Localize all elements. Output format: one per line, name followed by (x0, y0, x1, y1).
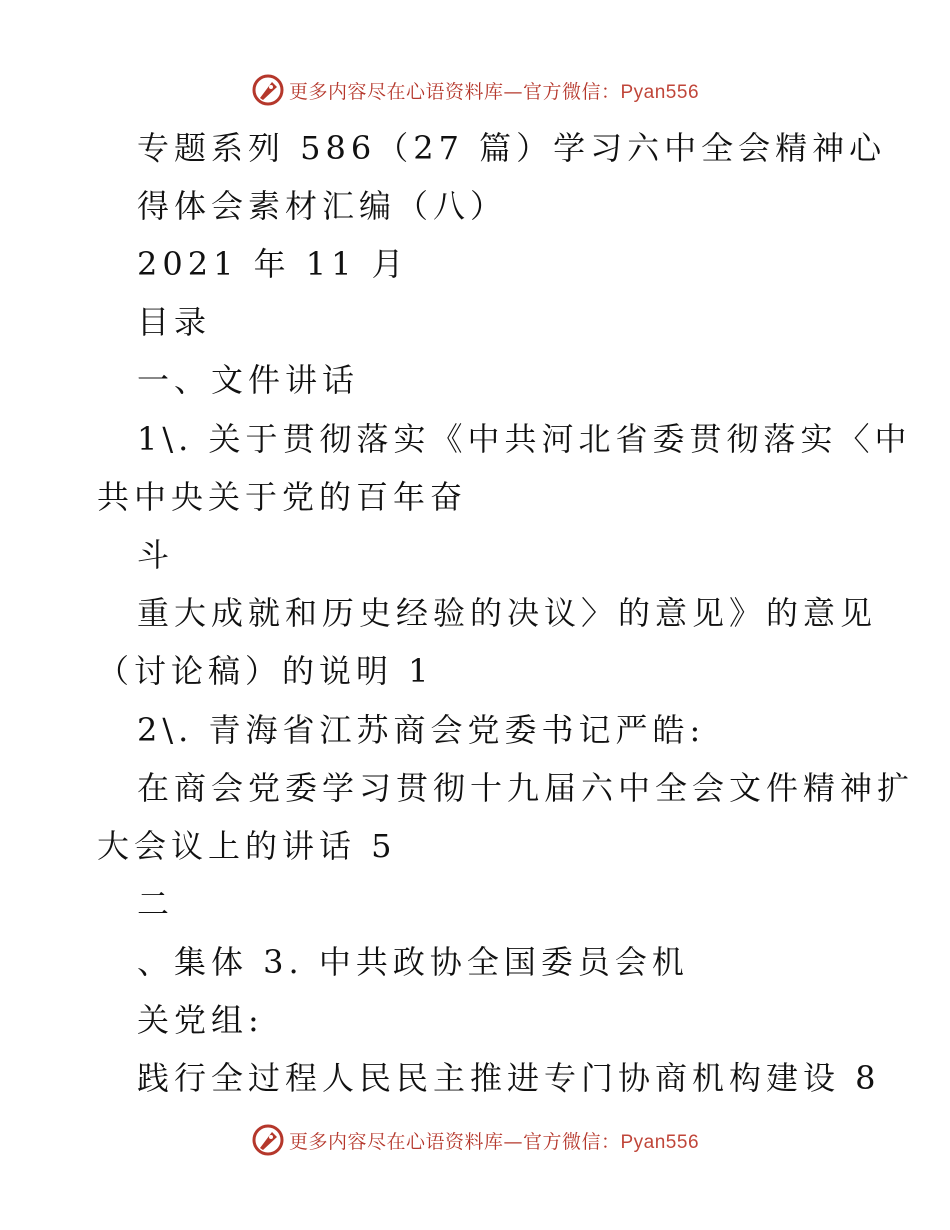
pen-nib-icon (251, 1123, 285, 1157)
toc-entry-line: 1\. 关于贯彻落实《中共河北省委贯彻落实〈中 (137, 420, 912, 458)
watermark-text: 更多内容尽在心语资料库—官方微信：Pyan556 (288, 80, 700, 103)
toc-entry-line: 践行全过程人民民主推进专门协商机构建设 8 (137, 1059, 881, 1097)
toc-heading: 目录 (137, 303, 212, 341)
toc-entry-line: 在商会党委学习贯彻十九届六中全会文件精神扩 (137, 769, 915, 807)
watermark-footer (0, 1122, 950, 1158)
toc-entry-line: 斗 (137, 536, 175, 574)
toc-entry-line: 2\. 青海省江苏商会党委书记严皓: (137, 711, 706, 749)
pen-nib-icon (251, 73, 285, 107)
doc-title-line-1: 专题系列 586（27 篇）学习六中全会精神心 (137, 129, 887, 167)
toc-entry-line: 关党组: (137, 1001, 264, 1039)
toc-section-heading: 二 (137, 885, 175, 923)
doc-date: 2021 年 11 月 (137, 245, 409, 283)
toc-entry-line: 大会议上的讲话 5 (97, 827, 397, 865)
toc-section-heading: 一、文件讲话 (137, 361, 360, 399)
watermark-header (0, 72, 950, 108)
watermark-text: 更多内容尽在心语资料库—官方微信：Pyan556 (288, 1130, 700, 1153)
toc-entry-line: （讨论稿）的说明 1 (97, 652, 434, 690)
toc-entry-line: 共中央关于党的百年奋 (97, 478, 468, 516)
doc-title-line-2: 得体会素材汇编（八） (137, 187, 508, 225)
toc-entry-line: 重大成就和历史经验的决议〉的意见》的意见 (137, 594, 878, 632)
toc-entry-line: 、集体 3. 中共政协全国委员会机 (137, 943, 689, 981)
